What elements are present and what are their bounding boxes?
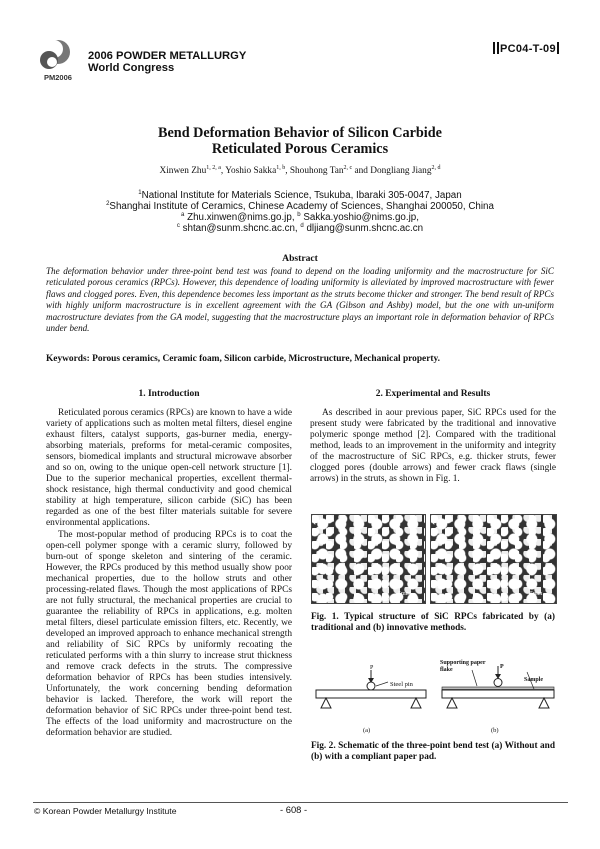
- figure-1-caption: Fig. 1. Typical structure of SiC RPCs fabricated by (a) traditional and (b) innovative methods.: [311, 612, 555, 634]
- title-line-2: Reticulated Porous Ceramics: [211, 141, 389, 157]
- footer-divider: [33, 802, 568, 803]
- experimental-paragraph-1: As described in aour previous paper, SiC RPCs used for the present study were fabricated by the traditional and innovative polymeric sponge method [2]. Compared with the traditional method, leads to an improvement in the uniformity and integrity of the macrostructure of SiC RPCs, e.g. thicker struts, fewer clogged pores (double arrows) and fewer crack flaws (single arrows) in the struts, as shown in Fig. 1.: [310, 408, 556, 485]
- author-name: Dongliang Jiang: [370, 166, 432, 176]
- author-name: Yoshio Sakka: [225, 166, 277, 176]
- abstract-text: The deformation behavior under three-point bend test was found to depend on the loading uniformity and the macrostructure for SiC reticulated porous ceramics (RPCs). However, this dependence of loading uniformity is alleviated by improved macrostructure with fewer flaws and clogged pores. Even, this dependence becomes less important as the struts become thicker and stronger. The bend result of RPCs with highly uniform macrostructure is in excellent agreement with the GA (Gibson and Ashby) model, but the one with un-uniform macrostructure deviates from the GA model, suggesting that the macrostructure plays an important role in deformation behavior of RPCs under bend.: [46, 266, 554, 334]
- logo-text: PM2006: [44, 73, 72, 82]
- figure-2a-pin-label: Steel pin: [390, 681, 413, 688]
- author-affil: 2, c: [343, 165, 353, 171]
- paper-code-text: PC04-T-09: [500, 43, 556, 55]
- author-list: Xinwen Zhu$^{1, 2, a}$, Yoshio Sakka$^{1, b}$, Shouhong Tan$^{2, c}$ and Dongliang Jiang$^{2, d}$: [159, 165, 441, 176]
- affiliation-2: $^2$Shanghai Institute of Ceramics, Chinese Academy of Sciences, Shanghai 200050, China: [106, 201, 494, 212]
- intro-paragraph-2: The most-popular method of producing RPCs is to coat the open-cell polymer sponge with a ceramic slurry, followed by burn-out of sponge skeleton and sintering of the ceramic. However, the RPCs produced by this method usually show poor mechanical properties, due to the hollow struts and other processing-related flaws. Though the most applications of RPCs are not fully structural, the mechanical properties are crucial to guarantee the reliability of RPCs in applications, e.g. molten metal filters, diesel particulate emission filters, etc. Recently, we developed an improved approach to enhance mechanical strength and reliability of SiC RPCs by uniformly recoating the reticulated performs with a thin slurry to increase strut thickness and remove crack defects in the struts. The compressive deformation behavior of RPCs has been studies intensively. Unfortunately, the work concerning bending deformation behavior is lacked. Therefore, the work will report the deformation behavior of SiC RPCs under three-point bend test. The effects of the load uniformity and macrostructure on the deformation behavior are studied.: [46, 529, 292, 739]
- figure-2a: [316, 670, 426, 708]
- intro-body: [46, 408, 292, 739]
- figure-2a-load: P: [370, 665, 374, 671]
- figure-2b-load: P: [500, 664, 504, 670]
- title-line-1: Bend Deformation Behavior of Silicon Carbide: [158, 125, 442, 141]
- figure-2a-label: (a): [363, 727, 371, 734]
- footer-copyright: © Korean Powder Metallurgy Institute: [34, 806, 177, 816]
- intro-heading: 1. Introduction: [138, 389, 200, 399]
- figure-1b-label: (b): [432, 516, 442, 525]
- conference-subtitle: World Congress: [88, 62, 175, 74]
- affiliation-1: $^1$National Institute for Materials Science, Tsukuba, Ibaraki 305-0047, Japan: [138, 190, 462, 201]
- author-name: Xinwen Zhu: [159, 166, 207, 176]
- intro-paragraph-1: Reticulated porous ceramics (RPCs) are known to have a wide variety of applications such as molten metal filters, diesel engine exhaust filters, catalyst supports, gas-burner media, energy-absorbing materials, preforms for metal-ceramic composites, sensors, biomedical implants and structural microwave absorber and so on, owing to the unique open-cell network structure [1]. Due to the superior mechanical properties, excellent thermal-shock resistance, high thermal conductivity and good chemical stability at high temperature, silicon carbide (SiC) has been regarded as one of the best filter materials suitable for severe environmental applications.: [46, 408, 292, 529]
- figure-1a-label: (a): [313, 516, 323, 525]
- figure-2b-label: (b): [491, 727, 499, 734]
- page-number: - 608 -: [280, 804, 308, 815]
- figure-2b-paper-label: Supporting paper flake: [440, 660, 486, 673]
- experimental-heading: 2. Experimental and Results: [375, 389, 491, 399]
- paper-code: [492, 42, 560, 55]
- keywords: Keywords: Porous ceramics, Ceramic foam, Silicon carbide, Microstructure, Mechanical property.: [46, 354, 441, 364]
- author-name: Shouhong Tan: [289, 166, 344, 176]
- author-affil: 1, b: [276, 165, 286, 171]
- figure-2-schematic: [312, 656, 558, 740]
- author-affil: 1, 2, a: [206, 165, 221, 171]
- figure-2-caption: Fig. 2. Schematic of the three-point bend test (a) Without and (b) with a compliant paper pad.: [311, 741, 555, 763]
- email-line-2: $^c$ shtan@sunm.shcnc.ac.cn, $^d$ dljiang@sunm.shcnc.ac.cn: [176, 223, 424, 234]
- figure-2b-sample-label: Sample: [524, 677, 544, 683]
- email-line-1: $^a$ Zhu.xinwen@nims.go.jp, $^b$ Sakka.yoshio@nims.go.jp,: [181, 212, 419, 223]
- conference-name: 2006 POWDER METALLURGY: [88, 50, 247, 62]
- abstract-heading: Abstract: [282, 253, 318, 264]
- experimental-body: [310, 408, 556, 485]
- figure-1a-scale: 5mm: [398, 591, 411, 597]
- author-affil: 2, d: [431, 165, 441, 171]
- figure-1b-scale: 5mm: [530, 591, 543, 597]
